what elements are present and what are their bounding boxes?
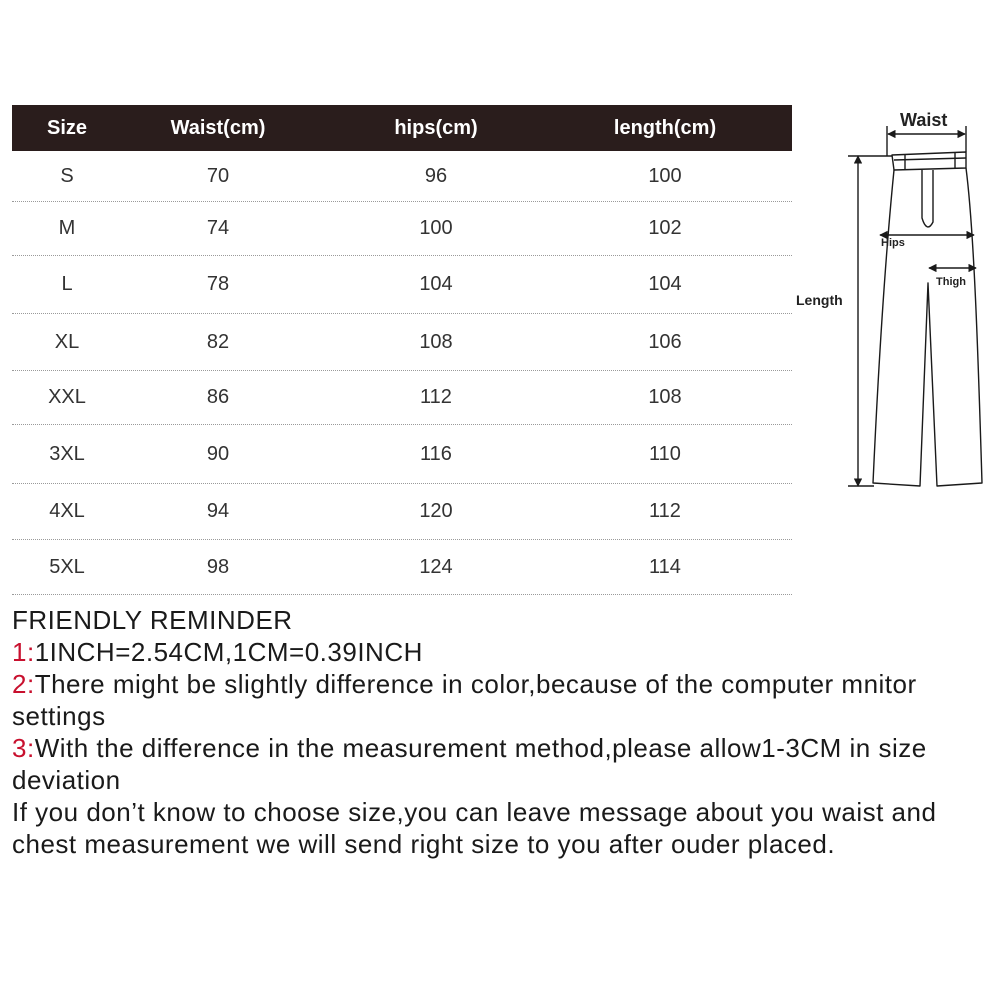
cell-hips: 104: [419, 273, 453, 295]
cell-waist: 94: [206, 500, 230, 522]
table-row: [12, 202, 792, 256]
item-number: 3:: [12, 733, 35, 763]
reminder-title: FRIENDLY REMINDER: [12, 605, 293, 635]
cell-size: 5XL: [49, 555, 85, 578]
cell-hips: 108: [419, 330, 453, 353]
cell-waist: 74: [206, 217, 230, 239]
pants-measurement-diagram: [790, 100, 990, 500]
cell-size: 4XL: [49, 500, 85, 522]
table-row: [12, 371, 792, 425]
cell-waist: 78: [206, 273, 230, 295]
cell-size: XL: [54, 330, 80, 353]
header-length: length(cm): [613, 116, 717, 139]
cell-length: 108: [648, 386, 682, 408]
reminder-item-2: [12, 668, 967, 732]
cell-size: XXL: [48, 386, 86, 408]
cell-hips: 112: [420, 386, 452, 408]
cell-waist: 90: [206, 442, 230, 465]
table-row: [12, 540, 792, 595]
cell-hips: 124: [419, 555, 453, 578]
item-text: 1INCH=2.54CM,1CM=0.39INCH: [34, 637, 423, 667]
table-row: [12, 425, 792, 484]
cell-waist: 70: [206, 164, 230, 187]
cell-length: 104: [648, 273, 682, 295]
cell-size: L: [61, 273, 73, 295]
length-label: Length: [796, 292, 843, 308]
header-waist: Waist(cm): [170, 116, 266, 139]
item-number: 2:: [12, 669, 35, 699]
cell-waist: 98: [206, 555, 230, 578]
cell-length: 114: [649, 555, 681, 578]
header-size: Size: [46, 116, 88, 139]
size-chart-table: [12, 105, 792, 595]
cell-hips: 96: [424, 164, 448, 187]
cell-size: S: [60, 164, 74, 187]
table-row: [12, 256, 792, 314]
reminder-item-3: [12, 732, 977, 796]
table-row: [12, 314, 792, 371]
table-row: [12, 484, 792, 540]
table-header: [12, 105, 792, 151]
cell-waist: 82: [206, 330, 230, 353]
cell-hips: 116: [420, 442, 452, 465]
item-number: 1:: [12, 637, 35, 667]
header-hips: hips(cm): [394, 116, 478, 139]
cell-length: 110: [649, 442, 681, 465]
cell-hips: 120: [419, 500, 453, 522]
table-row: [12, 151, 792, 202]
reminder-item-1: [12, 636, 988, 668]
hips-label: Hips: [881, 237, 905, 249]
cell-length: 102: [648, 217, 682, 239]
waist-label: Waist: [900, 110, 948, 130]
cell-hips: 100: [419, 217, 453, 239]
item-text: With the difference in the measurement method,please allow1-3CM in size deviation: [12, 733, 927, 795]
cell-length: 106: [648, 330, 682, 353]
reminder-note: If you don’t know to choose size,you can leave message about you waist and chest measurement we will send right size to you after ouder placed.: [12, 797, 937, 859]
cell-length: 112: [649, 500, 681, 522]
cell-size: 3XL: [49, 442, 85, 465]
cell-waist: 86: [206, 386, 230, 408]
friendly-reminder: [12, 604, 988, 860]
cell-size: M: [58, 217, 76, 239]
item-text: There might be slightly difference in color,because of the computer mnitor settings: [12, 669, 917, 731]
cell-length: 100: [648, 164, 682, 187]
thigh-label: Thigh: [936, 276, 966, 288]
